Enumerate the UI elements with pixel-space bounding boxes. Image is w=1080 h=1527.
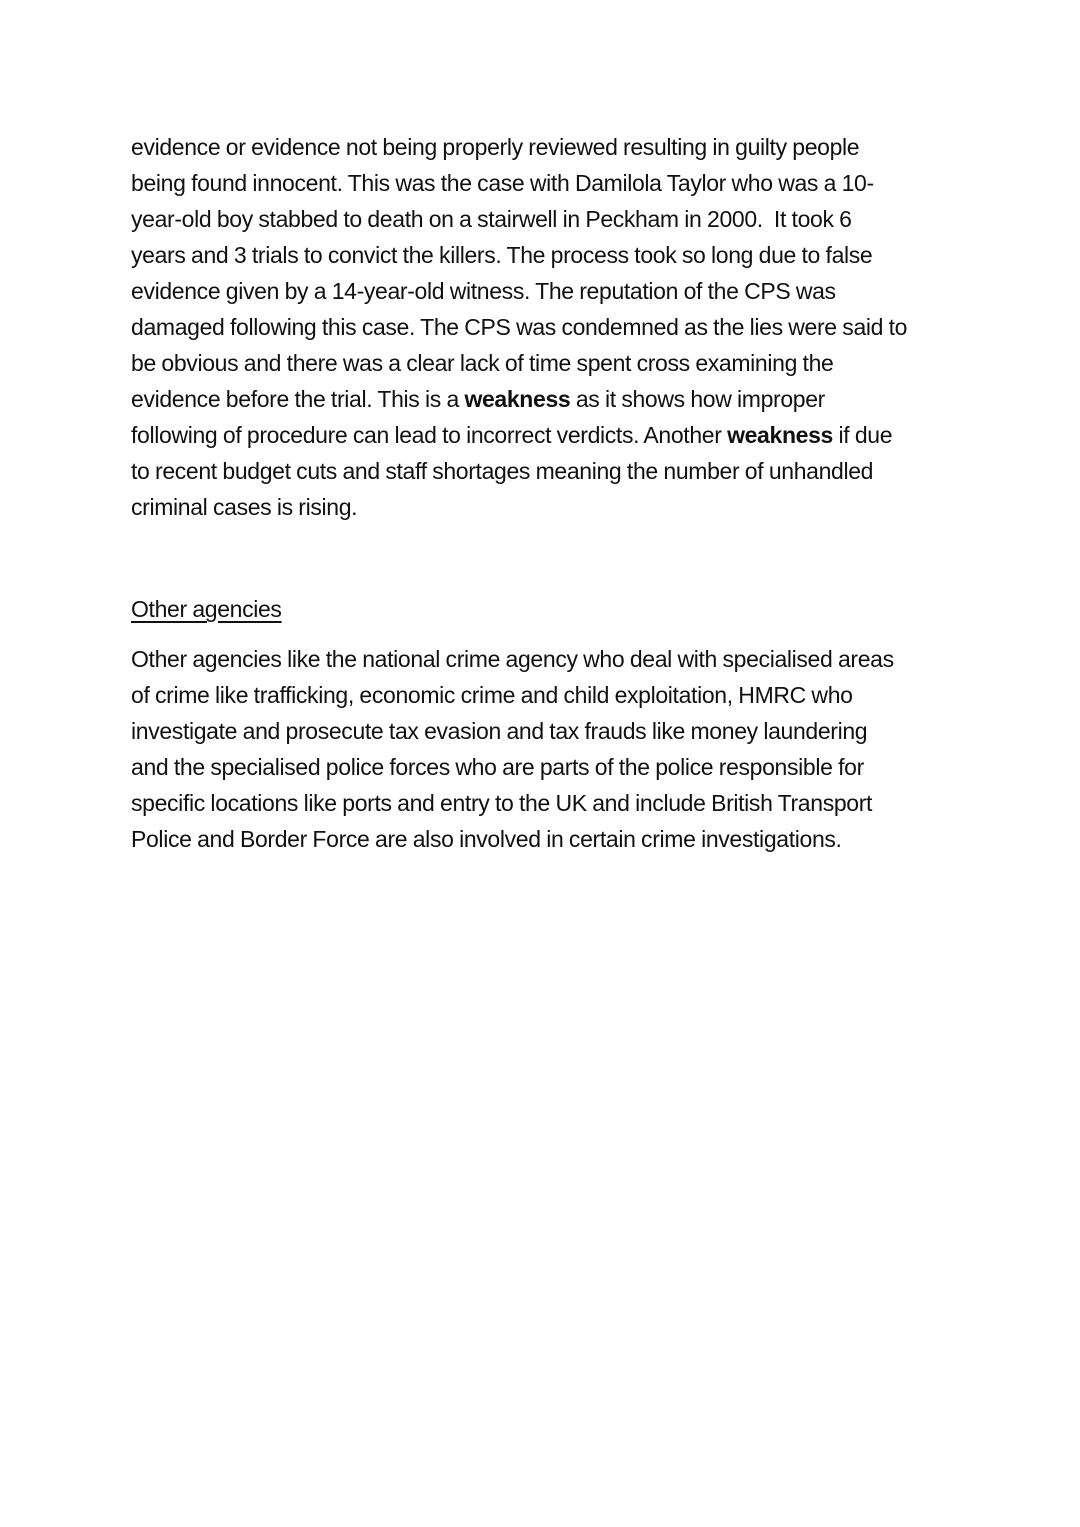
section-heading: Other agencies (131, 596, 282, 622)
text-line: and the specialised police forces who are parts of the police responsible for (131, 754, 864, 780)
text-line: criminal cases is rising. (131, 494, 358, 520)
text-line: of crime like trafficking, economic crime and child exploitation, HMRC who (131, 682, 853, 708)
bold-keyword-weakness: weakness (464, 386, 571, 412)
section-heading-container (131, 591, 961, 627)
text-line: investigate and prosecute tax evasion and tax frauds like money laundering (131, 718, 868, 744)
text-line: Other agencies like the national crime agency who deal with specialised areas (131, 646, 894, 672)
paragraph-cps-weaknesses (131, 129, 961, 525)
text-line: Police and Border Force are also involved in certain crime investigations. (131, 826, 842, 852)
text-line: be obvious and there was a clear lack of time spent cross examining the (131, 350, 834, 376)
text-line: evidence given by a 14-year-old witness. The reputation of the CPS was (131, 278, 836, 304)
text-line: years and 3 trials to convict the killers. The process took so long due to false (131, 242, 873, 268)
text-line: year-old boy stabbed to death on a stairwell in Peckham in 2000. It took 6 (131, 206, 852, 232)
paragraph-other-agencies (131, 641, 961, 857)
text-line: damaged following this case. The CPS was condemned as the lies were said to (131, 314, 908, 340)
bold-keyword-weakness: weakness (727, 422, 833, 448)
text-line: specific locations like ports and entry to the UK and include British Transport (131, 790, 873, 816)
text-line: evidence or evidence not being properly reviewed resulting in guilty people (131, 134, 860, 160)
text-line: evidence before the trial. This is a weakness as it shows how improper (131, 386, 825, 412)
text-line: to recent budget cuts and staff shortages meaning the number of unhandled (131, 458, 874, 484)
text-line: being found innocent. This was the case with Damilola Taylor who was a 10- (131, 170, 874, 196)
text-line: following of procedure can lead to incorrect verdicts. Another weakness if due (131, 422, 893, 448)
